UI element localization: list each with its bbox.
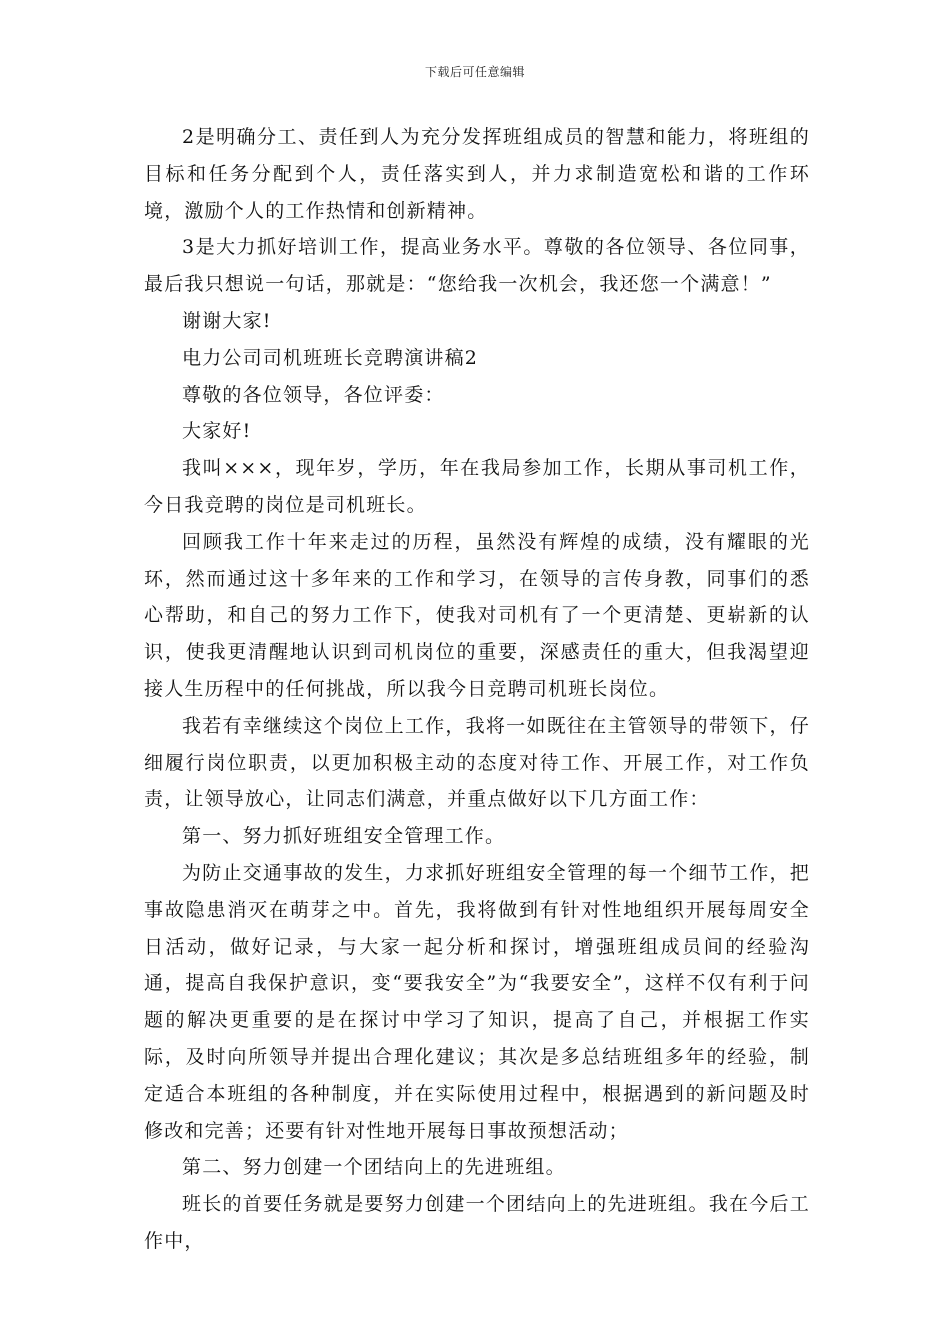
paragraph: 3是大力抓好培训工作，提高业务水平。尊敬的各位领导、各位同事，最后我只想说一句话，那就是：“您给我一次机会，我还您一个满意！” <box>144 236 810 296</box>
paragraph: 我若有幸继续这个岗位上工作，我将一如既往在主管领导的带领下，仔细履行岗位职责，以更加积极主动的态度对待工作、开展工作，对工作负责，让领导放心，让同志们满意，并重点做好以下几方面工作： <box>144 714 810 811</box>
paragraph: 回顾我工作十年来走过的历程，虽然没有辉煌的成绩，没有耀眼的光环，然而通过这十多年来的工作和学习，在领导的言传身教，同事们的悉心帮助，和自己的努力工作下，使我对司机有了一个更清楚、更崭新的认识，使我更清醒地认识到司机岗位的重要，深感责任的重大，但我渴望迎接人生历程中的任何挑战，所以我今日竞聘司机班长岗位。 <box>144 530 810 700</box>
greeting: 大家好! <box>182 420 252 443</box>
paragraph: 班长的首要任务就是要努力创建一个团结向上的先进班组。我在今后工作中， <box>144 1193 810 1252</box>
salutation: 尊敬的各位领导，各位评委： <box>182 383 445 406</box>
section-title: 电力公司司机班班长竞聘演讲稿2 <box>182 346 479 369</box>
paragraph: 谢谢大家! <box>182 309 272 332</box>
paragraph: 我叫×××，现年岁，学历，年在我局参加工作，长期从事司机工作，今日我竞聘的岗位是司机班长。 <box>144 457 810 516</box>
document-body <box>144 119 810 1260</box>
paragraph: 2是明确分工、责任到人为充分发挥班组成员的智慧和能力，将班组的目标和任务分配到个人，责任落实到人，并力求制造宽松和谐的工作环境，激励个人的工作热情和创新精神。 <box>144 126 810 222</box>
paragraph: 为防止交通事故的发生，力求抓好班组安全管理的每一个细节工作，把事故隐患消灭在萌芽之中。首先，我将做到有针对性地组织开展每周安全日活动，做好记录，与大家一起分析和探讨，增强班组成员间的经验沟通，提高自我保护意识，变“要我安全”为“我要安全”，这样不仅有利于问题的解决更重要的是在探讨中学习了知识，提高了自己，并根据工作实际，及时向所领导并提出合理化建议；其次是多总结班组多年的经验，制定适合本班组的各种制度，并在实际使用过程中，根据遇到的新问题及时修改和完善；还要有针对性地开展每日事故预想活动； <box>144 861 810 1142</box>
page-header: 下载后可任意编辑 <box>424 65 525 79</box>
subheading: 第一、努力抓好班组安全管理工作。 <box>182 825 506 848</box>
subheading: 第二、努力创建一个团结向上的先进班组。 <box>182 1156 566 1179</box>
